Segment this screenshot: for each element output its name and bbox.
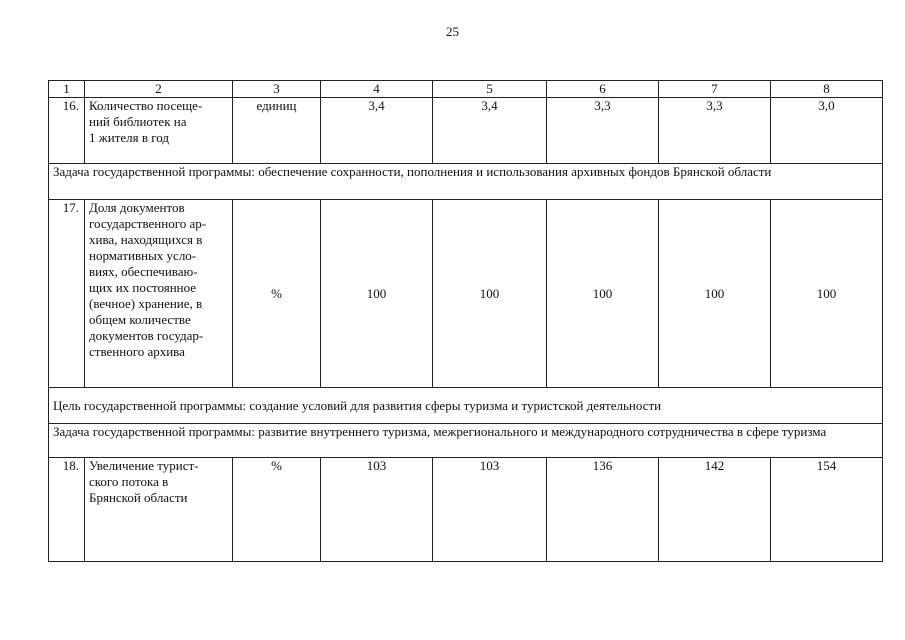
header-cell: 8 bbox=[771, 81, 883, 98]
unit-cell: единиц bbox=[233, 98, 321, 164]
header-cell: 4 bbox=[321, 81, 433, 98]
section-text: Задача государственной программы: обеспечение сохранности, пополнения и использования архивных фондов Брянской области bbox=[49, 164, 883, 200]
unit-cell: % bbox=[233, 458, 321, 562]
value-cell: 103 bbox=[321, 458, 433, 562]
value-cell: 3,3 bbox=[659, 98, 771, 164]
value-cell: 100 bbox=[433, 200, 547, 388]
value-cell: 136 bbox=[547, 458, 659, 562]
table-row bbox=[49, 200, 883, 388]
unit-cell: % bbox=[233, 200, 321, 388]
value-cell: 3,3 bbox=[547, 98, 659, 164]
value-cell: 3,4 bbox=[433, 98, 547, 164]
header-cell: 5 bbox=[433, 81, 547, 98]
value-cell: 154 bbox=[771, 458, 883, 562]
header-cell: 6 bbox=[547, 81, 659, 98]
row-number: 17. bbox=[49, 200, 85, 388]
value-cell: 3,0 bbox=[771, 98, 883, 164]
value-cell: 100 bbox=[321, 200, 433, 388]
header-cell: 1 bbox=[49, 81, 85, 98]
header-cell: 2 bbox=[85, 81, 233, 98]
row-number: 16. bbox=[49, 98, 85, 164]
indicator-name: Доля документов государственного ар- хива, находящихся в нормативных усло- виях, обеспечиваю- щих их постоянное (вечное) хранение, в общем количестве документов государ- ственного архива bbox=[85, 200, 233, 388]
value-cell: 100 bbox=[659, 200, 771, 388]
section-row bbox=[49, 388, 883, 424]
indicator-name: Количество посеще- ний библиотек на 1 жителя в год bbox=[85, 98, 233, 164]
section-row bbox=[49, 164, 883, 200]
row-number: 18. bbox=[49, 458, 85, 562]
indicator-name: Увеличение турист- ского потока в Брянской области bbox=[85, 458, 233, 562]
header-cell: 7 bbox=[659, 81, 771, 98]
header-row bbox=[49, 81, 883, 98]
table-row bbox=[49, 458, 883, 562]
value-cell: 100 bbox=[771, 200, 883, 388]
indicators-table bbox=[48, 80, 883, 562]
section-text: Цель государственной программы: создание условий для развития сферы туризма и туристской деятельности bbox=[49, 388, 883, 424]
section-text: Задача государственной программы: развитие внутреннего туризма, межрегионального и международного сотрудничества в сфере туризма bbox=[49, 424, 883, 458]
value-cell: 103 bbox=[433, 458, 547, 562]
section-row bbox=[49, 424, 883, 458]
table-row bbox=[49, 98, 883, 164]
page-number: 25 bbox=[446, 24, 459, 39]
value-cell: 3,4 bbox=[321, 98, 433, 164]
value-cell: 142 bbox=[659, 458, 771, 562]
header-cell: 3 bbox=[233, 81, 321, 98]
value-cell: 100 bbox=[547, 200, 659, 388]
